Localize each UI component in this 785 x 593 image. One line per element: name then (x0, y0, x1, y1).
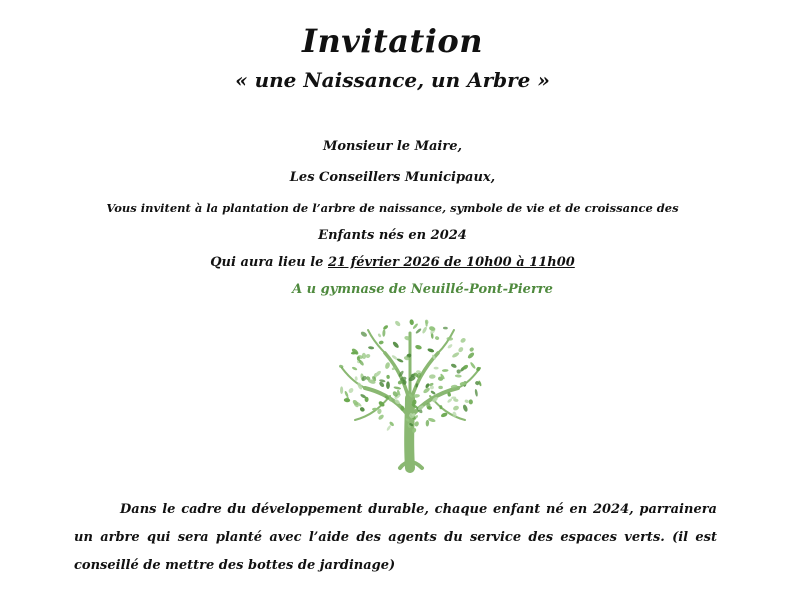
tree-leaf (467, 351, 475, 359)
tree-leaf (442, 369, 449, 372)
tree-leaf (421, 326, 427, 334)
tree-leaf (429, 374, 436, 379)
tree-leaf (354, 376, 358, 381)
host-mayor: Monsieur le Maire, (322, 139, 462, 154)
tree-leaf (386, 425, 392, 432)
tree-leaf (426, 420, 430, 427)
children-year: Enfants nés en 2024 (318, 228, 467, 243)
invitation-title: Invitation (301, 22, 484, 60)
tree-leaf (474, 389, 478, 397)
tree-leaf (368, 346, 374, 350)
tree-leaf (430, 390, 436, 395)
tree-leaf (377, 333, 381, 338)
tree-leaf (378, 414, 385, 421)
tree-leaf (394, 320, 401, 327)
tree-leaf (392, 341, 400, 349)
event-venue: A u gymnase de Neuillé-Pont-Pierre (292, 282, 553, 297)
tree-leaf (382, 329, 386, 337)
tree-leaf (460, 337, 467, 344)
tree-leaf (344, 398, 351, 403)
tree-leaf (434, 336, 439, 341)
host-councillors: Les Conseillers Municipaux, (289, 170, 496, 185)
tree-leaf (456, 369, 461, 374)
tree-leaf (462, 404, 468, 412)
tree-leaf (340, 386, 343, 394)
tree-leaf (348, 387, 355, 394)
tree-leaf (382, 324, 388, 330)
tree-leaf (359, 406, 366, 412)
tree-leaf (443, 327, 448, 330)
tree-leaf (360, 331, 368, 338)
tree-leaf (365, 397, 369, 402)
invitation-text: Vous invitent à la plantation de l’arbre de naissance, symbole de vie et de croissance des (106, 201, 679, 215)
tree-leaf (414, 421, 420, 427)
tree-leaf (447, 343, 453, 349)
tree-leaf (438, 386, 443, 390)
tree-leaf (469, 361, 476, 369)
tree-leaf (384, 362, 390, 370)
tree-leaf (450, 363, 457, 369)
tree-leaf (457, 346, 464, 353)
event-date: 21 février 2026 de 10h00 à 11h00 (327, 255, 575, 270)
footer-paragraph: Dans le cadre du développement durable, chaque enfant né en 2024, parrainera un arbre qui sera planté avec l’aide des agents du service des espaces verts. (il est conseillé de mettre des bottes de jardinage) (74, 502, 717, 573)
tree-leaf (386, 375, 390, 379)
tree-leaf (393, 386, 401, 390)
tree-leaf (433, 367, 438, 370)
tree-leaf (379, 340, 384, 344)
event-when-prefix: Qui aura lieu le (210, 255, 328, 270)
tree-leaf (468, 399, 473, 404)
tree-icon (330, 308, 490, 476)
tree-leaf (415, 344, 423, 350)
tree-leaf (415, 328, 422, 335)
tree-leaf (344, 390, 349, 397)
tree-leaf (427, 348, 435, 353)
tree-leaf (464, 399, 469, 403)
tree-leaf (455, 374, 462, 378)
event-when (0, 255, 785, 270)
tree-leaf (469, 347, 475, 353)
tree-leaf (451, 351, 460, 358)
tree-leaf (452, 405, 459, 411)
invitation-subtitle: « une Naissance, un Arbre » (235, 68, 550, 92)
tree-leaf (386, 381, 390, 389)
tree-leaf (352, 366, 358, 371)
tree-leaf (409, 319, 414, 325)
